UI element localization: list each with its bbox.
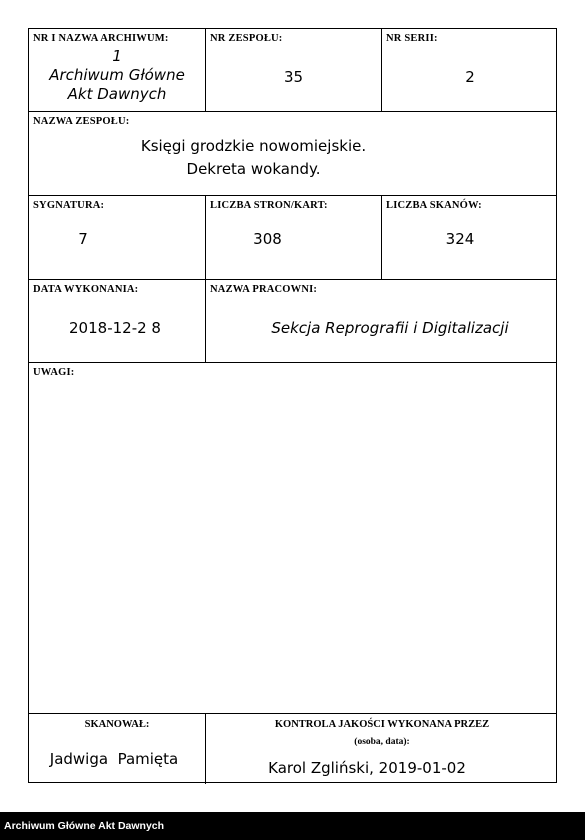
pages-value: 308 [253,230,282,248]
date-value: 2018-12-2 8 [69,319,161,337]
workshop-label: NAZWA PRACOWNI: [210,284,318,295]
series-label: NR SERII: [386,33,438,44]
archive-cell [29,29,205,111]
remarks-row [29,363,556,714]
scans-label: LICZBA SKANÓW: [386,200,482,211]
quality-control-label: KONTROLA JAKOŚCI WYKONANA PRZEZ [274,719,490,730]
archive-name-line1: Archiwum Główne [49,66,185,84]
quality-control-sublabel: (osoba, data): [354,737,410,747]
footer-bar [0,812,585,840]
fond-name-row [29,112,556,196]
pages-label: LICZBA STRON/KART: [210,200,328,211]
remarks-label: UWAGI: [33,367,75,378]
fond-number-cell [205,29,381,111]
date-cell [29,280,205,362]
archive-label: NR I NAZWA ARCHIWUM: [33,33,169,44]
fond-number-label: NR ZESPOŁU: [210,33,283,44]
signature-value: 7 [78,230,88,248]
counts-row [29,196,556,280]
fond-name-line2: Dekreta wokandy. [186,160,321,178]
scanned-by-label: SKANOWAŁ: [84,719,150,730]
date-label: DATA WYKONANIA: [33,284,139,295]
signature-label: SYGNATURA: [33,200,105,211]
series-number: 2 [465,68,475,86]
date-row [29,280,556,363]
scans-cell [381,196,558,279]
workshop-value: Sekcja Reprografii i Digitalizacji [271,319,509,337]
signature-cell [29,196,205,279]
metadata-form [28,28,557,783]
scans-value: 324 [445,230,475,248]
scanned-by-cell [29,714,205,784]
workshop-cell [205,280,558,362]
quality-control-cell [205,714,558,784]
quality-control-value: Karol Zgliński, 2019-01-02 [268,759,466,777]
archive-row [29,29,556,112]
archive-number: 1 [112,47,122,65]
fond-number: 35 [283,68,304,86]
fond-name-line1: Księgi grodzkie nowomiejskie. [140,137,367,155]
series-cell [381,29,558,111]
scanned-by-value: Jadwiga Pamięta [49,750,179,768]
remarks-cell [29,363,558,713]
archive-name-line2: Akt Dawnych [67,85,167,103]
fond-name-label: NAZWA ZESPOŁU: [33,116,130,127]
footer-text: Archiwum Główne Akt Dawnych [4,820,165,832]
fond-name-cell [29,112,558,195]
pages-cell [205,196,381,279]
signoff-row [29,714,556,784]
